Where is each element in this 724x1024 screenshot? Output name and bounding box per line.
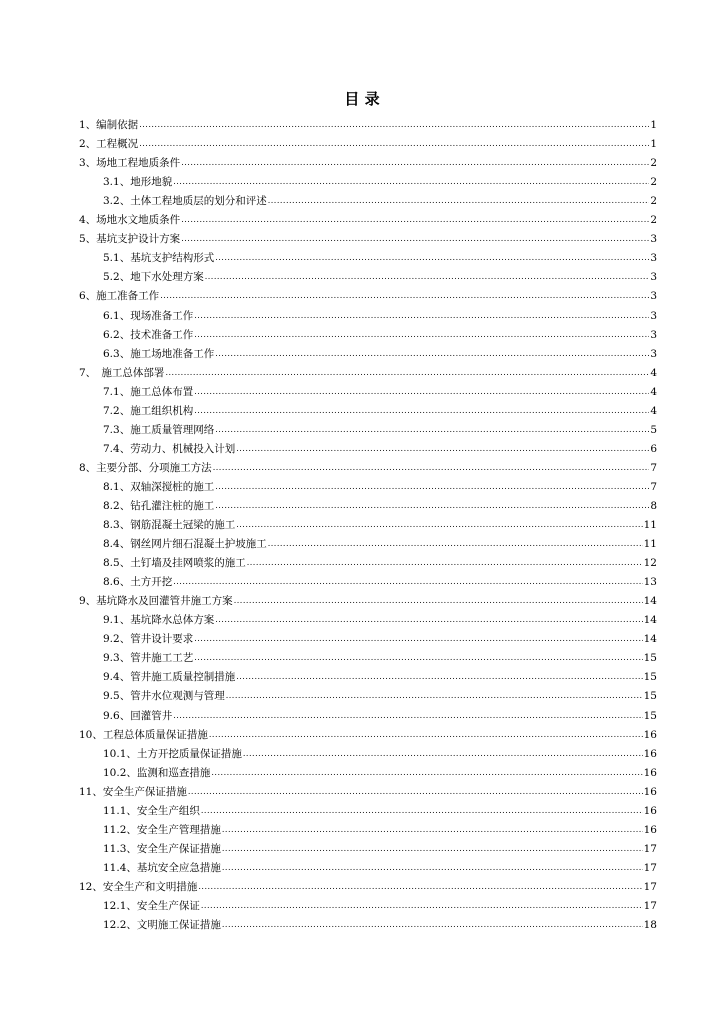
toc-entry-label: 5.1、基坑支护结构形式 (103, 252, 215, 265)
toc-leader-dots (243, 748, 643, 760)
toc-entry-page-number: 17 (643, 861, 657, 874)
toc-leader-dots (215, 348, 649, 360)
toc-entry-page-number: 14 (643, 633, 657, 646)
toc-leader-dots (139, 138, 649, 150)
toc-entry-label: 8.1、双轴深搅桩的施工 (103, 480, 215, 493)
toc-entry-page-number: 4 (650, 404, 657, 417)
toc-entry-page-number: 3 (650, 233, 657, 246)
toc-entry[interactable] (79, 302, 657, 321)
toc-leader-dots (198, 881, 642, 893)
toc-entry-label: 11、安全生产保证措施 (79, 785, 187, 798)
toc-entry-page-number: 1 (650, 138, 657, 151)
toc-entry[interactable] (79, 226, 657, 245)
toc-leader-dots (201, 900, 643, 912)
toc-entry-label: 11.3、安全生产保证措施 (103, 842, 221, 855)
toc-leader-dots (181, 233, 649, 245)
toc-entry[interactable] (79, 379, 657, 398)
toc-entry-label: 10.1、土方开挖质量保证措施 (103, 747, 242, 760)
toc-entry[interactable] (79, 455, 657, 474)
toc-entry-page-number: 15 (643, 709, 657, 722)
toc-leader-dots (222, 919, 643, 931)
toc-entry-label: 9.2、管井设计要求 (103, 633, 194, 646)
toc-entry-label: 7、 施工总体部署 (79, 366, 165, 379)
toc-entry-label: 12.2、文明施工保证措施 (103, 919, 221, 932)
toc-leader-dots (194, 633, 642, 645)
toc-entry-label: 12、安全生产和文明措施 (79, 880, 198, 893)
toc-entry-page-number: 15 (643, 652, 657, 665)
toc-entry-page-number: 17 (643, 899, 657, 912)
toc-entry[interactable] (79, 760, 657, 779)
toc-entry-label: 6.1、现场准备工作 (103, 309, 194, 322)
toc-entry-page-number: 1 (650, 119, 657, 132)
toc-entry[interactable] (79, 493, 657, 512)
toc-leader-dots (173, 176, 649, 188)
toc-entry[interactable] (79, 722, 657, 741)
toc-entry-page-number: 17 (643, 842, 657, 855)
toc-leader-dots (236, 519, 642, 531)
toc-leader-dots (194, 405, 649, 417)
toc-entry[interactable] (79, 817, 657, 836)
toc-leader-dots (181, 157, 649, 169)
table-of-contents (79, 112, 657, 931)
toc-entry-label: 6.3、施工场地准备工作 (103, 347, 215, 360)
toc-entry[interactable] (79, 683, 657, 702)
toc-leader-dots (222, 824, 643, 836)
toc-leader-dots (268, 538, 643, 550)
toc-entry-label: 7.3、施工质量管理网络 (103, 423, 215, 436)
toc-entry-label: 11.2、安全生产管理措施 (103, 823, 221, 836)
toc-entry[interactable] (79, 322, 657, 341)
toc-leader-dots (226, 690, 643, 702)
toc-entry-page-number: 18 (643, 919, 657, 932)
toc-leader-dots (139, 119, 649, 131)
toc-entry[interactable] (79, 512, 657, 531)
toc-entry-page-number: 3 (650, 309, 657, 322)
toc-entry-label: 8.5、土钉墙及挂网喷浆的施工 (103, 557, 246, 570)
toc-entry-page-number: 16 (643, 804, 657, 817)
toc-leader-dots (222, 843, 643, 855)
toc-entry-label: 11.4、基坑安全应急措施 (103, 861, 221, 874)
toc-entry-label: 11.1、安全生产组织 (103, 804, 200, 817)
toc-entry-label: 6.2、技术准备工作 (103, 328, 194, 341)
toc-entry-label: 3、场地工程地质条件 (79, 157, 181, 170)
toc-entry[interactable] (79, 702, 657, 721)
toc-entry-label: 3.1、地形地貌 (103, 176, 173, 189)
toc-entry[interactable] (79, 531, 657, 550)
toc-entry[interactable] (79, 741, 657, 760)
toc-leader-dots (211, 767, 642, 779)
toc-leader-dots (201, 805, 643, 817)
toc-entry-label: 9.4、管井施工质量控制措施 (103, 671, 236, 684)
toc-entry-page-number: 8 (650, 499, 657, 512)
toc-leader-dots (194, 310, 649, 322)
toc-entry-page-number: 2 (650, 214, 657, 227)
toc-entry-label: 8、主要分部、分项施工方法 (79, 461, 212, 474)
toc-entry[interactable] (79, 893, 657, 912)
toc-entry-page-number: 7 (650, 480, 657, 493)
toc-entry-label: 9.1、基坑降水总体方案 (103, 614, 215, 627)
toc-entry-page-number: 15 (643, 690, 657, 703)
toc-leader-dots (236, 671, 642, 683)
toc-entry[interactable] (79, 436, 657, 455)
toc-entry-label: 10、工程总体质量保证措施 (79, 728, 208, 741)
toc-entry-page-number: 14 (643, 614, 657, 627)
page-title: 目 录 (344, 90, 380, 108)
toc-entry-page-number: 14 (643, 595, 657, 608)
toc-leader-dots (194, 386, 649, 398)
toc-entry[interactable] (79, 626, 657, 645)
toc-entry[interactable] (79, 664, 657, 683)
toc-entry[interactable] (79, 188, 657, 207)
toc-entry-page-number: 17 (643, 880, 657, 893)
toc-entry-label: 2、工程概况 (79, 138, 139, 151)
toc-entry[interactable] (79, 283, 657, 302)
toc-entry[interactable] (79, 550, 657, 569)
toc-entry-page-number: 3 (650, 252, 657, 265)
toc-entry[interactable] (79, 836, 657, 855)
toc-entry[interactable] (79, 245, 657, 264)
toc-entry-page-number: 11 (643, 538, 657, 551)
toc-entry-page-number: 11 (643, 519, 657, 532)
toc-entry[interactable] (79, 417, 657, 436)
toc-leader-dots (268, 195, 650, 207)
toc-entry-label: 10.2、监测和巡查措施 (103, 766, 211, 779)
toc-entry-page-number: 2 (650, 157, 657, 170)
toc-leader-dots (173, 576, 642, 588)
toc-entry[interactable] (79, 207, 657, 226)
toc-entry[interactable] (79, 341, 657, 360)
toc-entry[interactable] (79, 912, 657, 931)
toc-leader-dots (160, 290, 649, 302)
toc-leader-dots (194, 329, 649, 341)
toc-entry[interactable] (79, 874, 657, 893)
toc-entry[interactable] (79, 855, 657, 874)
toc-entry-page-number: 2 (650, 195, 657, 208)
toc-entry-page-number: 3 (650, 271, 657, 284)
toc-entry-page-number: 4 (650, 385, 657, 398)
toc-entry[interactable] (79, 645, 657, 664)
toc-leader-dots (194, 652, 642, 664)
toc-entry-label: 1、编制依据 (79, 119, 139, 132)
toc-entry[interactable] (79, 798, 657, 817)
toc-entry-label: 8.4、钢丝网片细石混凝土护坡施工 (103, 538, 267, 551)
toc-entry-page-number: 4 (650, 366, 657, 379)
toc-leader-dots (188, 786, 643, 798)
toc-entry[interactable] (79, 112, 657, 131)
toc-entry-page-number: 3 (650, 328, 657, 341)
toc-entry-label: 8.6、土方开挖 (103, 576, 173, 589)
toc-leader-dots (205, 271, 650, 283)
toc-entry-label: 3.2、土体工程地质层的划分和评述 (103, 195, 267, 208)
toc-leader-dots (215, 500, 649, 512)
toc-entry[interactable] (79, 360, 657, 379)
toc-entry-page-number: 3 (650, 347, 657, 360)
toc-entry-page-number: 3 (650, 290, 657, 303)
toc-leader-dots (222, 862, 643, 874)
toc-entry[interactable] (79, 398, 657, 417)
toc-entry-page-number: 2 (650, 176, 657, 189)
toc-entry-label: 7.4、劳动力、机械投入计划 (103, 442, 236, 455)
toc-entry-label: 5、基坑支护设计方案 (79, 233, 181, 246)
toc-entry-page-number: 13 (643, 576, 657, 589)
toc-leader-dots (215, 424, 649, 436)
toc-entry[interactable] (79, 588, 657, 607)
toc-entry[interactable] (79, 474, 657, 493)
toc-entry-label: 9.5、管井水位观测与管理 (103, 690, 225, 703)
toc-entry-page-number: 16 (643, 823, 657, 836)
toc-entry-page-number: 16 (643, 785, 657, 798)
toc-leader-dots (234, 595, 643, 607)
toc-entry-label: 7.1、施工总体布置 (103, 385, 194, 398)
toc-entry-page-number: 7 (650, 461, 657, 474)
toc-entry-page-number: 16 (643, 728, 657, 741)
toc-leader-dots (209, 729, 643, 741)
toc-entry-page-number: 12 (643, 557, 657, 570)
toc-entry-label: 12.1、安全生产保证 (103, 899, 200, 912)
toc-entry[interactable] (79, 150, 657, 169)
toc-entry-label: 8.2、钻孔灌注桩的施工 (103, 499, 215, 512)
toc-entry-label: 7.2、施工组织机构 (103, 404, 194, 417)
toc-entry-page-number: 15 (643, 671, 657, 684)
toc-entry-label: 9、基坑降水及回灌管井施工方案 (79, 595, 233, 608)
toc-entry-page-number: 16 (643, 747, 657, 760)
toc-entry-label: 4、场地水文地质条件 (79, 214, 181, 227)
toc-leader-dots (247, 557, 643, 569)
toc-leader-dots (236, 443, 649, 455)
toc-entry-label: 5.2、地下水处理方案 (103, 271, 204, 284)
toc-entry-label: 6、施工准备工作 (79, 290, 160, 303)
toc-leader-dots (173, 710, 642, 722)
toc-entry-page-number: 16 (643, 766, 657, 779)
toc-entry-page-number: 5 (650, 423, 657, 436)
toc-entry-label: 8.3、钢筋混凝土冠梁的施工 (103, 519, 236, 532)
toc-entry-page-number: 6 (650, 442, 657, 455)
toc-entry[interactable] (79, 169, 657, 188)
toc-entry[interactable] (79, 779, 657, 798)
toc-entry[interactable] (79, 569, 657, 588)
toc-entry[interactable] (79, 131, 657, 150)
toc-leader-dots (215, 252, 649, 264)
toc-leader-dots (215, 481, 649, 493)
toc-leader-dots (165, 367, 649, 379)
toc-leader-dots (215, 614, 642, 626)
toc-leader-dots (213, 462, 650, 474)
toc-entry-label: 9.6、回灌管井 (103, 709, 173, 722)
toc-entry[interactable] (79, 264, 657, 283)
toc-entry[interactable] (79, 607, 657, 626)
toc-leader-dots (181, 214, 649, 226)
toc-entry-label: 9.3、管井施工工艺 (103, 652, 194, 665)
